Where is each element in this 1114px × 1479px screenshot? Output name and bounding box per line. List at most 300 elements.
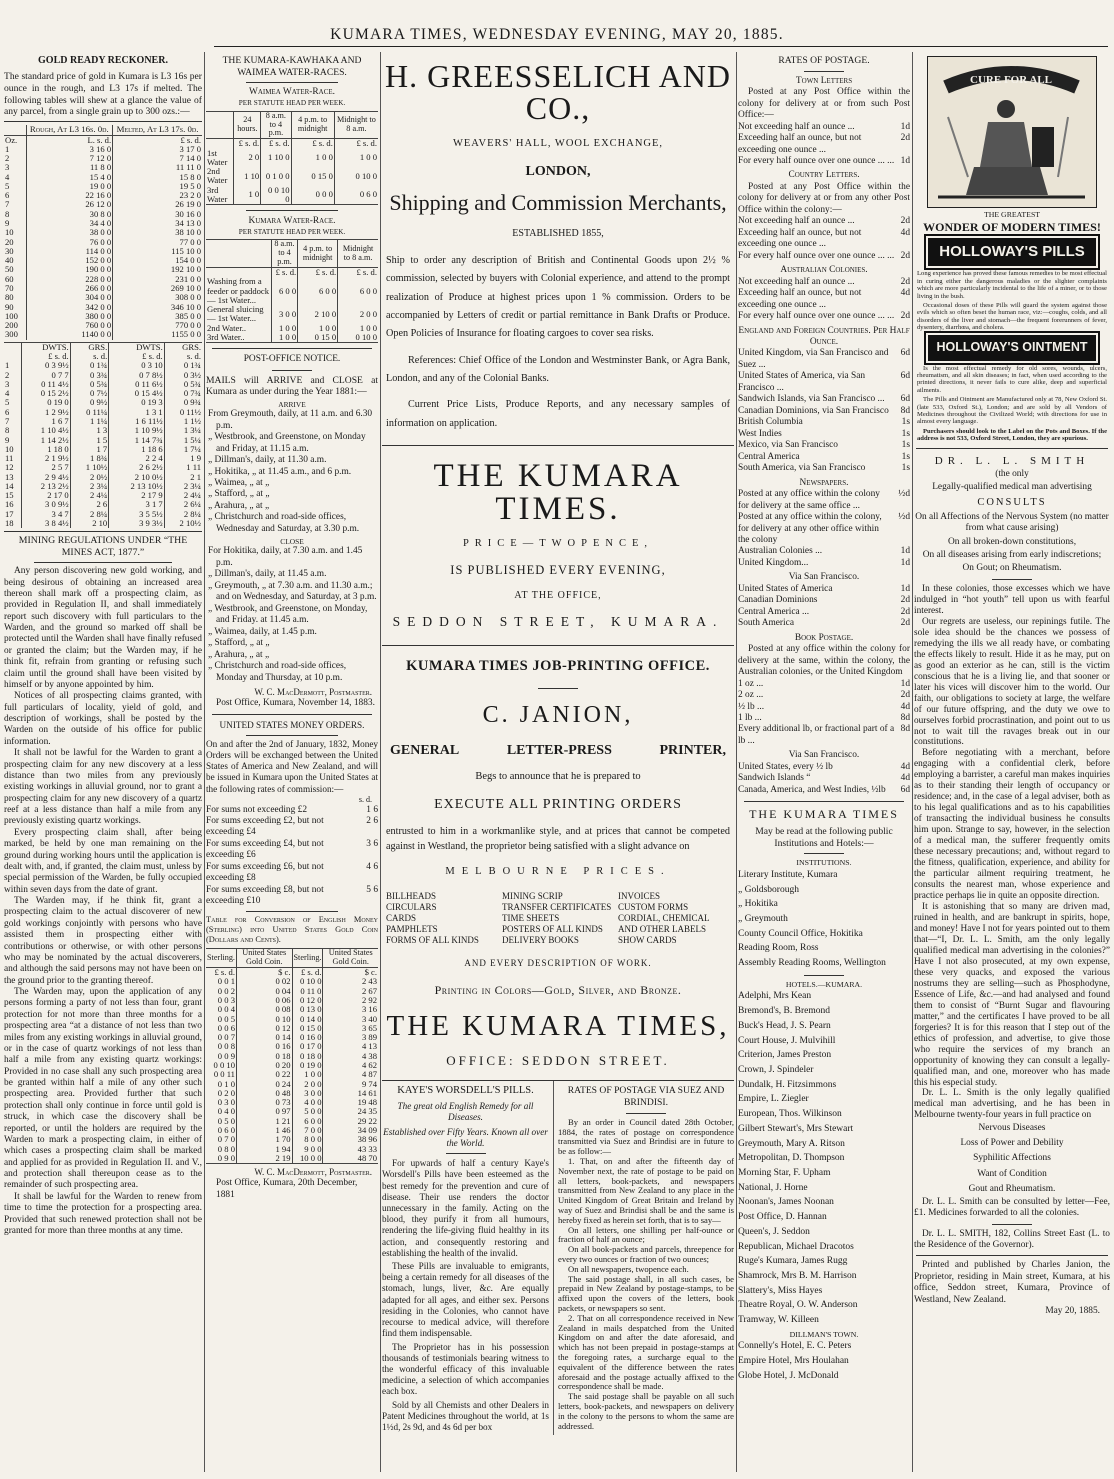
pills-text: Long experience has proved these famous remedies to be most effectual in curing either the dangerous maladies or the slighter complaints which are more particularly incidental to the life of a miner, or to those living in the bush.	[917, 270, 1107, 300]
rate-value: 6d	[900, 394, 910, 405]
table-cell: 9 74	[323, 1080, 378, 1089]
consults: CONSULTS	[977, 496, 1047, 508]
paragraph: Empire Hotel, Mrs Houlahan	[738, 1356, 849, 1367]
table-cell: 1	[5, 360, 10, 371]
smith-only: (the only	[995, 468, 1029, 479]
printer-line: GENERAL LETTER-PRESS PRINTER,	[390, 742, 726, 758]
table-cell: 5	[5, 180, 10, 191]
column-water-post: THE KUMARA-KAWHAKA AND WAIMEA WATER-RACES. Waimea Water-Race. PER STATUTE HEAD PER WEEK. 24 hours. 8 a.m. to 4 p.m. 4 p.m. to midnight Midnight to 8 a.m. £ s. d. £ s. d. £ s. d. £ s. d. 1st Water 2 0 1 10 0 1 0 0 1 0 0 2nd Water 1 10 0 1 0 0 0 15 0 0 10 0 3rd Water 1 0 0 0 10 0 0 0 0 0 6 0 Kumara Water-Race. PER STATUTE HEAD PER WEEK. 8 a.m. to 4 p.m. 4 p.m. to midnight Midnight to 8 a.m. £ s. d. £ s. d. £ s. d. Washing from a feeder or paddock— 1st Water... 6 0 0 6 0 0 6 0 0 General sluicing— 1st Water... 3 0 0 2 10 0 2 0 0 2nd Water.. 1 0 0 1 0 0 1 0 0 3rd Water.. 1 0 0 0 15 0 0 10 0 POST-OFFICE NOTICE. MAILS will ARRIVE and CLOSE at Kumara as under during the Year 1881:— ARRIVE From Greymouth, daily, at 11 a.m. and 6.30 p.m. „ Westbrook, and Greenstone, on Monday and Friday, at 11.15 a.m. „ Dillman's, daily, at 11.30 a.m. „ Hokitika, „ at 11.45 a.m., and 6 p.m. „ Waimea, „ at „ „ Stafford, „ at „ „ Arahura, „ at „ „ Christchurch and road-side offices, Wednesday and Saturday, at 3.30 p.m. CLOSE For Hokitika, daily, at 7.30 a.m. and 1.45 p.m. „ Dillman's, daily, at 11.45 a.m. „ Greymouth, „ at 7.30 a.m. and 11.30 a.m.; and on Wednesday, and Saturday, at 3 p.m. „ Westbrook, and Greenstone, on Monday, and Friday. at 11.45 a.m. „ Waimea, daily, at 1.45 p.m. „ Stafford, „ at „ „ Arahura, „ at „ „ Christchurch and road-side offices, Monday and Thursday, at 10 p.m. W. C. MacDermott, Postmaster. Post Office, Kumara, November 14, 1883. UNITED STATES MONEY ORDERS. On and after the 2nd of January, 1832, Money Orders will be exchanged between the United States of America and New Zealand, and will be issued in Kumara upon the United States at the following rates of commission:— s. d. For sums not exceeding £2 1 6 For sums exceeding £2, but not exceeding £4 2 6 For sums exceeding £4, but not exceeding £6 3 6 For sums exceeding £6, but not exceeding £8 4 6 For sums exceeding £8, but not exceeding £10 5 6 Table for Conversion of English Money (Sterling) into United States Gold Coin (Dollars and Cents). Sterling. United States Gold Coin. Sterling. United States Gold Coin. £ s. d. $ c. £ s. d. $ c. 0 0 1 0 02 0 10 0 2 43 0 0 2 0 04 0 11 0 2 67 0 0 3 0 06 0 12 0 2 92 0 0 4 0 08 0 13 0 3 16 0 0 5 0 10 0 14 0 3 40 0 0 6 0 12 0 15 0 3 65 0 0 7 0 14 0 16 0 3 89 0 0 8 0 16 0 17 0 4 13 0 0 9 0 18 0 18 0 4 38 0 0 10 0 20 0 19 0 4 62 0 0 11 0 22 1 0 0 4 87 0 1 0 0 24 2 0 0 9 74 0 2 0 0 48 3 0 0 14 61 0 3 0 0 73 4 0 0 19 48 0 4 0 0 97 5 0 0 24 35 0 5 0 1 21 6 0 0 29 22 0 6 0 1 46 7 0 0 34 09 0 7 0 1 70 8 0 0 38 96 0 8 0 1 94 9 0 0 43 33 0 9 0 2 19 10 0 0 48 70 W. C. MacDermott, Postmaster. Post Office, Kumara, 20th December, 1881	[206, 55, 378, 1200]
entrust-text: entrusted to him in a workmanlike style, and at prices that cannot be competed against in Westland, the proprietor being satisfied with a slight advance on	[386, 825, 730, 852]
rate-label: 1 oz ...	[738, 678, 764, 689]
column-head: 4 p.m. to midnight	[298, 240, 338, 268]
table-cell: £ s. d.	[338, 268, 378, 278]
col-rough: Rough, At L3 16s. 0d.	[26, 125, 113, 135]
table-cell: 0 19 0	[292, 1061, 323, 1070]
table-cell: 3 1 7	[109, 500, 164, 509]
table-cell: 2 0 0	[292, 1080, 323, 1089]
table-cell: 6 0 0	[298, 277, 338, 305]
hotels-title: HOTELS.—KUMARA.	[785, 979, 863, 989]
rate-row	[738, 546, 910, 557]
rate-label: For every half ounce over one ounce ... ...	[738, 311, 895, 322]
printing-item: AND OTHER LABELS	[618, 924, 706, 934]
paragraph: „ Hokitika	[738, 899, 778, 910]
rate-label: Exceeding half an ounce, but not exceeding one ounce ...	[738, 227, 862, 250]
paragraph: Bremond's, B. Bremond	[738, 1006, 830, 1017]
rate-value: 1d	[900, 583, 910, 594]
rate-value: 4d	[900, 701, 910, 712]
table-cell: 1 3 1	[109, 408, 164, 417]
conv-place: Post Office, Kumara, 20th December, 1881	[216, 1178, 358, 1200]
rate-row	[738, 288, 910, 311]
paragraph: Shamrock, Mrs B. M. Harrison	[738, 1271, 857, 1282]
table-cell: 0 0 10 0	[261, 186, 291, 205]
paragraph: It shall be lawful for the Warden to renew from time to time the protection for a prospecting area. Provided that such renewed protection shall not be granted for more than three months at any time.	[4, 1191, 202, 1236]
paragraph: Connelly's Hotel, E. C. Peters	[738, 1341, 852, 1352]
table-cell: 0 13 0	[292, 1005, 323, 1014]
rate-row	[738, 558, 910, 569]
paragraph: In these colonies, those excesses which we have indulged in “hot youth” tell upon us with fearful interest.	[914, 583, 1110, 616]
table-cell: 1 18 6	[109, 445, 164, 454]
printing-item: MINING SCRIP	[502, 891, 563, 902]
table-cell: 3	[5, 162, 10, 173]
rate-row	[738, 702, 910, 713]
rate-value: 1s	[901, 428, 910, 439]
table-cell: 154 0 0	[113, 256, 202, 265]
rate-value: 2d	[900, 133, 910, 144]
rate-row	[738, 452, 910, 463]
table-cell: 30 8 0	[26, 210, 113, 219]
table-cell: 0 11 0	[292, 987, 323, 996]
table-cell: 60	[5, 273, 14, 284]
printing-item: INVOICES	[618, 891, 660, 902]
table-cell: 4	[5, 171, 10, 182]
table-cell: 2 3¼	[70, 482, 109, 491]
wonder-modern-times: WONDER OF MODERN TIMES!	[923, 219, 1101, 234]
paragraph: County Council Office, Hokitika	[738, 928, 863, 939]
kaye-established: Established over Fifty Years. Known all over the World.	[383, 1126, 548, 1148]
paragraph: Dr. L. L. Smith is the only legally qualified medical man advertising, and he has been in Melbourne twenty-four years in full practice on	[914, 1088, 1110, 1121]
table-cell: 0 14 0	[292, 1015, 323, 1024]
table-cell: 8	[5, 208, 10, 219]
rate-value: 2d	[900, 216, 910, 227]
paragraph: It is astonishing that so many are driven mad, ruined in health, and are bankrupt in spirits, hope, and money! Have I not for years pointed out to them that—“I, Dr. L. L. Smith, am the only legally qualified medical man advertising in the colonies?” Have I not also prosecuted, at my own expense, these very quacks, and exposed the various nostrums they are selling—such as Phosphodyne, Essence of Life, &c.—and had analysed and found them to consist of “Burnt Sugar and flavouring matter,” and the certificates I have proved to be all forgeries? It is for this reason that I step out of the ethics of profession, and advertise, to give those who require the services of my branch an opportunity of knowing they can consult a legally-qualified man, and one, moreover who has made this his especial study.	[914, 902, 1110, 1088]
paragraph: The Proprietor has in his possession thousands of testimonials bearing witness to the wonderful efficacy of this invaluable medicine, a selection of which accompanies each box.	[382, 1341, 549, 1397]
via-sf-2: Via San Francisco.	[788, 750, 860, 761]
paragraph: „ Westbrook, and Greenstone, on Monday, and Friday. at 11.45 a.m.	[208, 603, 368, 626]
rate-value: 1d	[900, 155, 910, 166]
table-cell: 0 17 0	[292, 1042, 323, 1051]
table-cell: 1 1¼	[70, 417, 109, 426]
table-cell: 3rd Water	[207, 184, 228, 204]
paragraph: „ Dillman's, daily, at 11.45 a.m.	[208, 569, 327, 580]
firm-established: ESTABLISHED 1855,	[512, 227, 604, 239]
kt-read-text: May be read at the following public Institutions and Hotels:—	[755, 825, 893, 849]
rate-label: 1 lb ...	[738, 713, 762, 724]
table-cell: 14	[5, 480, 14, 491]
firm-city: LONDON,	[525, 163, 591, 179]
printing-item: BILLHEADS	[386, 891, 436, 902]
rate-label: Exceeding half an ounce, but not exceeding one ounce ...	[738, 288, 862, 310]
table-cell: 19 0 0	[26, 182, 113, 191]
column-rule	[204, 52, 205, 1472]
rate-label: Central America	[738, 451, 800, 462]
rate-label: For sums exceeding £2, but not exceeding £4	[206, 815, 324, 838]
table-cell: 115 10 0	[113, 247, 202, 256]
gold-dwt-table	[4, 342, 202, 529]
paragraph: Crown, J. Spindeler	[738, 1064, 814, 1075]
col-melted: Melted, At L3 17s. 0d.	[113, 125, 202, 135]
rate-value: 8d	[900, 405, 910, 416]
table-cell: 4 38	[323, 1052, 378, 1061]
table-cell: 0 7¾	[164, 389, 202, 398]
table-cell: 0 0 11	[213, 1069, 235, 1080]
table-cell: £ s. d.	[298, 268, 338, 278]
kt-office: OFFICE: SEDDON STREET.	[446, 1052, 670, 1068]
gold-oz-table	[4, 125, 202, 340]
rate-row	[738, 394, 910, 405]
table-cell: 304 0 0	[26, 293, 113, 302]
blank-head	[206, 111, 234, 139]
table-cell: 2 1 9½	[21, 454, 70, 463]
table-cell: 2 0	[234, 149, 261, 168]
rate-value: ½d	[898, 489, 910, 500]
table-cell: 0 97	[236, 1107, 292, 1116]
table-cell: 3rd Water..	[207, 332, 245, 342]
table-cell: 6	[5, 406, 10, 417]
rate-label: Not exceeding half an ounce ...	[738, 216, 855, 227]
table-cell: 1 0 0	[334, 149, 378, 168]
paragraph: The said postage shall, in all such cases, be prepaid in New Zealand by postage-stamps, to be affixed upon the covers of the letters, book packets, or newspapers so sent.	[558, 1273, 734, 1313]
waimea-title: Waimea Water-Race.	[248, 87, 336, 98]
book-postage: Book Postage.	[794, 632, 854, 643]
rate-label: Not exceeding half an ounce ...	[738, 276, 855, 287]
rate-row	[738, 489, 910, 512]
table-cell: 1	[5, 143, 10, 154]
table-cell: 0 7 7	[21, 371, 70, 380]
paragraph: Noonan's, James Noonan	[738, 1197, 834, 1208]
table-cell: 2 4¼	[70, 491, 109, 500]
table-cell: 15 4 0	[26, 173, 113, 182]
table-cell: 0 12	[236, 1024, 292, 1033]
paragraph: „ Dillman's, daily, at 11.30 a.m.	[208, 455, 327, 466]
paragraph: Republican, Michael Dracotos	[738, 1241, 854, 1252]
paragraph: Gilbert Stewart's, Mrs Stewart	[738, 1123, 854, 1134]
rate-row	[738, 429, 910, 440]
table-cell: 100	[5, 310, 18, 321]
town-text: Posted at any Post Office within the colony for delivery at or from such Post Office:—	[738, 87, 910, 121]
table-cell: 0 16	[236, 1042, 292, 1051]
rate-value: ½d	[898, 512, 910, 523]
close-list	[206, 546, 378, 684]
table-cell: 24 35	[323, 1107, 378, 1116]
dillmans-title: DILLMAN'S TOWN.	[789, 1329, 859, 1339]
table-cell: 15	[5, 490, 14, 501]
printing-item: CUSTOM FORMS	[618, 902, 689, 913]
suez-title: RATES OF POSTAGE VIA SUEZ AND BRINDISI.	[567, 1085, 725, 1109]
rate-label: United Kingdom...	[738, 557, 809, 568]
table-cell: 266 0 0	[26, 284, 113, 293]
paragraph: Any person discovering new gold working, and being desirous of obtaining an increased area thereon shall mark off a prospecting claim, as provided in Regulation II, and shall immediately report such discovery with full particulars to the Warden, and the ground so marked off shall be protected until the Warden shall have finally refused or granted the claim; but the Warden may, if he think fit, refrain from granting or refusing such claim until the ground shall have been visited by himself or by anyone appointed by him.	[4, 566, 202, 690]
waimea-sub: PER STATUTE HEAD PER WEEK.	[238, 98, 346, 107]
paragraph: On all broken-down constitutions,	[947, 536, 1077, 547]
table-cell: 1 10 4½	[21, 426, 70, 435]
rate-value: 1s	[901, 440, 910, 451]
kaye-subtitle: The great old English Remedy for all Diseases.	[397, 1101, 534, 1123]
table-cell: 23 2 0	[113, 191, 202, 200]
table-cell: 0 22	[236, 1070, 292, 1079]
rate-value: 2d	[900, 618, 910, 629]
paragraph: Before negotiating with a merchant, before engaging with a confidential clerk, before employing a barrister, a careful man makes inquiries as to their standing their length of occupancy or residence; and, in the case of a legal adviser, both as to his legal qualifications and as to his capabilities of transacting the individual business he consults him upon. Strange to say, however, in the selection of a medical man, the sufferer frequently omits these necessary precautions; and, without regard to the fitness, qualification, experience, and ability for the particular ailment requiring treatment, he consults the nearest man, whose experience and practice perhaps lie in quite an opposite direction.	[914, 748, 1110, 902]
printing-item: PAMPHLETS	[386, 924, 438, 934]
rate-label: South America	[738, 618, 794, 629]
table-cell: 1 18 0	[21, 445, 70, 454]
table-cell: 13	[5, 471, 14, 482]
column-head: Midnight to 8 a.m.	[338, 240, 378, 268]
printing-item: FORMS OF ALL KINDS	[386, 934, 479, 945]
paragraph: Notices of all prospecting claims granted, with full particulars of locality, yield of gold, and description of workings, shall be posted by the Warden on the outside of his office for public information.	[4, 691, 202, 747]
table-cell: 3 17 0	[113, 145, 202, 154]
table-cell: 17	[5, 508, 14, 519]
smith-title: DR. L. L. SMITH	[934, 455, 1090, 468]
table-cell: 26 12 0	[26, 200, 113, 209]
table-cell: 0 19 0	[21, 398, 70, 407]
table-cell: 228 0 0	[26, 275, 113, 284]
column-medical-ads	[914, 52, 1110, 1472]
table-cell: 5	[5, 397, 10, 408]
paragraph: „ Arahura, „ at „	[208, 500, 270, 511]
table-cell: 34 09	[323, 1126, 378, 1135]
table-cell: 1st Water	[207, 147, 228, 167]
janion-name: C. JANION,	[482, 701, 634, 728]
rate-value: 4d	[900, 773, 910, 784]
table-cell: 0 0 8	[217, 1041, 235, 1052]
paragraph: „ Waimea, „ at „	[208, 478, 270, 488]
kumara-race-table	[206, 239, 378, 343]
table-cell: 0 0 1	[217, 976, 235, 987]
table-cell: 0 20	[236, 1061, 292, 1070]
rate-label: British Columbia	[738, 417, 803, 428]
holloways-pills: HOLLOWAY'S PILLS	[928, 238, 1096, 266]
rate-row	[738, 618, 910, 629]
rate-row	[738, 762, 910, 773]
institutions-title: INSTITUTIONS.	[796, 858, 852, 868]
table-cell: 2 6 2½	[109, 463, 164, 472]
firm-trade: Shipping and Commission Merchants,	[389, 189, 727, 215]
paragraph: „ Greymouth	[738, 913, 788, 924]
table-cell: 34 4 0	[26, 219, 113, 228]
table-cell: 8 0 0	[292, 1135, 323, 1144]
rate-value: 8d	[900, 724, 910, 735]
rate-value: 6d	[900, 784, 910, 795]
paragraph: The Warden may, upon the application of any persons forming a party of not less than four, grant protection for not more than three months for a prospecting area “at a distance of not less than two miles from any existing workings in alluvial ground, or in the case of quartz workings of not less than half a mile from any existing quartz workings: Provided in no case shall any such prospecting area be granted within half a mile of any other such prospecting area. Provided further that such protection shall only continue in force until gold is struck, in which case the discovery shall be reported, or until the holders are required by the Warden to mark a prospecting claim, in either of which cases a prospecting claim shall be marked and applied for as provided in Regulation II. and V., and protection shall thereupon cease as to the remainder of such prospecting area.	[4, 987, 202, 1191]
firm-name: H. GREESSELICH AND CO.,	[384, 58, 731, 126]
table-cell: 3 8 4½	[21, 519, 70, 528]
table-cell: 1155 0 0	[113, 330, 202, 339]
rate-row	[206, 862, 378, 885]
gold-title: GOLD READY RECKONER.	[38, 55, 168, 66]
paragraph: Slattery's, Miss Hayes	[738, 1285, 823, 1296]
table-cell: 2 3¼	[164, 482, 202, 491]
table-cell: 70	[5, 283, 14, 293]
table-cell: 0 1 0 0	[261, 167, 291, 186]
rate-label: West Indies	[738, 428, 782, 439]
table-cell: 40	[5, 255, 14, 266]
paragraph: For Hokitika, daily, at 7.30 a.m. and 1.45 p.m.	[208, 546, 363, 568]
table-cell: 1 11	[164, 463, 202, 472]
rate-row	[738, 228, 910, 251]
table-cell: 0 73	[236, 1098, 292, 1107]
rate-label: Mexico, via San Francisco	[738, 440, 838, 451]
table-cell: 43 33	[323, 1145, 378, 1154]
country-text: Posted at any Post Office within the colony for delivery at or from any other Post Office within the colony:—	[738, 181, 910, 215]
table-cell: DWTS.	[21, 342, 70, 352]
table-cell: 7 0 0	[292, 1126, 323, 1135]
table-cell: 0 1 0	[217, 1078, 235, 1089]
rate-value: 6d	[900, 371, 910, 382]
table-cell: 0 18 0	[292, 1052, 323, 1061]
table-cell: 2 6¼	[164, 500, 202, 509]
job-printing-title: KUMARA TIMES JOB-PRINTING OFFICE.	[406, 657, 710, 674]
melbourne-prices: MELBOURNE PRICES.	[445, 866, 671, 878]
rate-value: 1d	[900, 546, 910, 557]
table-cell: 231 0 0	[113, 275, 202, 284]
table-cell: 0 4 0	[217, 1106, 235, 1117]
paragraph: Gout and Rheumatism.	[968, 1183, 1056, 1194]
rate-label: ½ lb ...	[738, 701, 765, 712]
rate-label: For sums exceeding £8, but not exceeding £10	[206, 884, 324, 907]
table-cell: 2 67	[323, 987, 378, 996]
table-row	[206, 277, 378, 305]
rate-row	[738, 216, 910, 227]
table-cell: 0 0 4	[217, 1004, 235, 1015]
rate-label: Exceeding half an ounce, but not exceeding one ounce ...	[738, 133, 862, 155]
rate-label: For sums exceeding £4, but not exceeding £6	[206, 838, 324, 861]
table-cell: 16	[5, 499, 14, 510]
rate-value: 1d	[900, 678, 910, 689]
table-cell: 0 10 0	[292, 977, 323, 986]
table-cell: s. d.	[70, 352, 109, 361]
paragraph: The said postage shall be payable on all such letters, book-packets, and newspapers on delivery in the colony to the persons to whom the same are addressed.	[558, 1391, 734, 1431]
ointment-text-2: The Pills and Ointment are Manufactured only at 78, New Oxford St. (late 533, Oxford St.), London; and are sold by all Vendors of Medicines throughout the Civilized World; with directions for use in almost every language.	[917, 396, 1107, 426]
seated-figure-icon	[928, 57, 1095, 206]
table-cell: 0 9 0	[217, 1152, 235, 1163]
table-cell: 2 10	[70, 519, 109, 528]
rate-value: 4d	[900, 761, 910, 772]
column-head: 24 hours.	[234, 111, 261, 139]
printing-item: TIME SHEETS	[502, 913, 560, 924]
pills-text-2: Occasional doses of these Pills will guard the system against those evils which so often beset the human race, viz:—coughs, colds, and all disorders of the liver and stomach—the frequent forerunners of fever, dysentery, diarrhœa, and cholera.	[917, 301, 1107, 332]
lower-ads	[382, 1081, 734, 1435]
column-head: United States Gold Coin.	[236, 949, 292, 968]
paragraph: „ Waimea, daily, at 1.45 p.m.	[208, 626, 317, 637]
table-cell: 0 16 0	[292, 1033, 323, 1042]
table-cell: 1 9	[164, 454, 202, 463]
paragraph: Ruge's Kumara, James Rugg	[738, 1256, 848, 1267]
table-cell: 2nd Water..	[207, 322, 247, 333]
table-cell: GRS.	[70, 342, 109, 352]
table-cell: 2 10 0	[298, 305, 338, 324]
table-row	[4, 519, 202, 528]
rate-row	[738, 584, 910, 595]
paragraph: Buck's Head, J. S. Pearn	[738, 1020, 831, 1031]
table-cell: 4 87	[323, 1070, 378, 1079]
table-cell: 200	[5, 320, 18, 331]
kumara-race-title: Kumara Water-Race.	[248, 216, 336, 227]
table-cell: 2 0½	[70, 473, 109, 482]
printing-items	[386, 891, 730, 946]
paragraph: Nervous Diseases	[978, 1123, 1046, 1134]
arrive-list	[206, 409, 378, 535]
rate-value: 1s	[901, 417, 910, 428]
table-cell: 1 5¼	[164, 436, 202, 445]
paragraph: For upwards of half a century Kaye's Worsdell's Pills have been esteemed as the best remedy for the prevention and cure of disease. Their use renders the doctor unnecessary in the family. Acting on the blood, they purify it from all humours, rendering the life-giving fluid healthy in its action, and consequently restoring and establishing the health of the invalid.	[382, 1158, 549, 1258]
kt-price: PRICE—TWOPENCE,	[462, 538, 654, 550]
table-cell: 1 14 7¾	[109, 436, 164, 445]
table-cell: 1 0 0	[271, 324, 297, 333]
table-cell: 0 15 0	[292, 1024, 323, 1033]
conv-signature: W. C. MacDermott, Postmaster.	[254, 1167, 372, 1178]
paragraph: European, Thos. Wilkinson	[738, 1109, 842, 1120]
rate-label: Central America ...	[738, 606, 810, 617]
table-cell: DWTS.	[109, 342, 164, 352]
money-order-text: On and after the 2nd of January, 1832, Money Orders will be exchanged between the United States of America and New Zealand, and will be issued in Kumara upon the United States at the following rates of commission:—	[206, 738, 378, 794]
table-cell: 0 15 0	[298, 333, 338, 343]
table-cell: 0 5¾	[70, 380, 109, 389]
column-rule	[736, 52, 737, 1472]
smith-conditions	[914, 512, 1110, 575]
table-cell: 1 3	[70, 426, 109, 435]
smith-diseases	[914, 1121, 1110, 1196]
table-cell: GRS.	[164, 342, 202, 352]
smith-end: Dr. L. L. Smith can be consulted by letter—Fee, £1. Medicines forwarded to all the colonies.	[914, 1196, 1110, 1219]
paragraph: Reading Room, Ross	[738, 943, 819, 954]
table-cell: 3 9 3½	[109, 519, 164, 528]
rate-value: 2 6	[366, 815, 378, 826]
money-order-rates	[206, 805, 378, 908]
rate-label: Not exceeding half an ounce ...	[738, 121, 855, 132]
table-cell: 0 11 6½	[109, 380, 164, 389]
table-cell: 3 89	[323, 1033, 378, 1042]
rate-row	[738, 417, 910, 428]
kaye-ad	[382, 1081, 554, 1435]
rate-row	[738, 595, 910, 606]
kaye-title: KAYE'S WORSDELL'S PILLS.	[397, 1085, 534, 1097]
paragraph: Assembly Reading Rooms, Wellington	[738, 958, 886, 969]
table-cell: 0 0 9	[217, 1050, 235, 1061]
table-cell: 90	[5, 301, 14, 312]
printing-item: POSTERS OF ALL KINDS	[502, 924, 603, 934]
table-cell: £ s. d.	[271, 268, 297, 278]
printing-item: DELIVERY BOOKS	[502, 934, 579, 945]
table-cell: 2 92	[323, 996, 378, 1005]
holloways-ointment: HOLLOWAY'S OINTMENT	[928, 335, 1096, 360]
rate-row	[206, 805, 378, 816]
table-cell: 4 62	[323, 1061, 378, 1070]
rate-label: South America, via San Francisco	[738, 463, 866, 474]
table-cell: 2 13 10½	[109, 482, 164, 491]
column-head: 8 a.m. to 4 p.m.	[271, 240, 297, 268]
kumara-times-title: THE KUMARA TIMES.	[433, 458, 683, 528]
rate-label: 2 oz ...	[738, 690, 764, 701]
rate-label: Posted at any office within the colony, for delivery at any other office within the colony	[738, 512, 882, 545]
paragraph: From Greymouth, daily, at 11 a.m. and 6.30 p.m.	[208, 409, 373, 431]
paragraph: Adelphi, Mrs Kean	[738, 991, 812, 1002]
table-cell: 0 0 7	[217, 1032, 235, 1043]
table-cell: 7 12 0	[26, 154, 113, 163]
table-cell: 2 17 9	[109, 491, 164, 500]
table-cell: 0 3 0	[217, 1097, 235, 1108]
table-cell: 0 0 6	[217, 1022, 235, 1033]
